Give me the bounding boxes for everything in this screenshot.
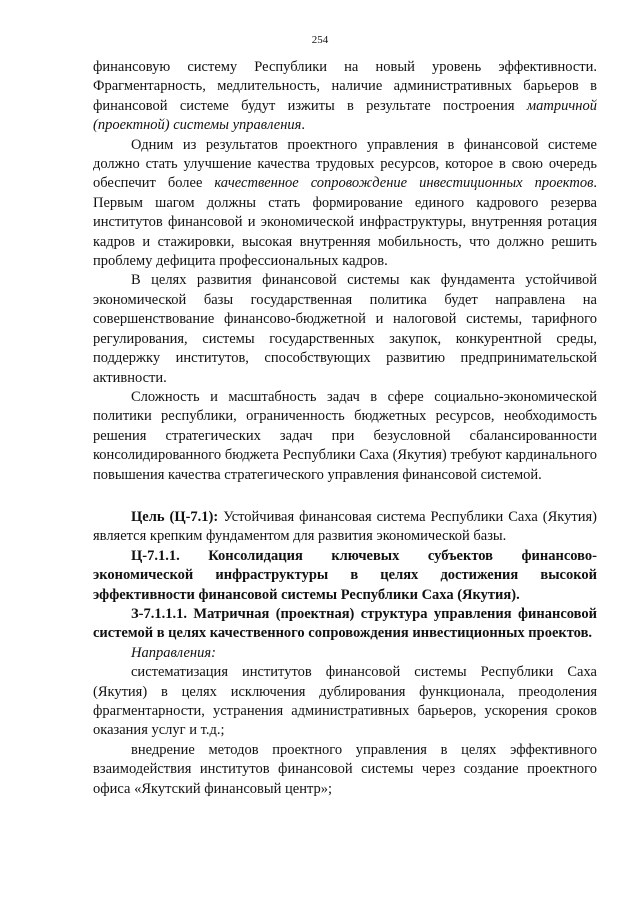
page-body [93,58,597,799]
paragraph-state-policy: В целях развития финансовой системы как фундамента устойчивой экономической базы государственная политика будет направлена на совершенствование финансово-бюджетной и налоговой системы, тарифного регулирования, системы государственных закупок, конкурентной среды, поддержку институтов, способствующих развитию предпринимательской активности. [93,272,597,386]
paragraph-text: . [301,117,305,134]
direction-item: внедрение методов проектного управления в целях эффективного взаимодействия институтов финансовой системы через создание проектного офиса «Якутский финансовый центр»; [93,741,597,797]
paragraph-emphasis: качественное сопровождение инвестиционных проектов [214,175,594,192]
goal-text: Устойчивая финансовая система Республики Саха (Якутия) является крепким фундаментом для развития экономической базы. [93,508,597,545]
task-statement: З-7.1.1.1. Матричная (проектная) структура управления финансовой системой в целях качественного сопровождения инвестиционных проектов. [93,605,597,642]
goal-label: Цель (Ц-7.1): [131,508,219,525]
page-number: 254 [311,34,329,46]
goal-statement [93,508,597,547]
paragraph-text: Одним из результатов проектного управления в финансовой системе должно стать улучшение качества трудовых ресурсов, которое в свою очередь обеспечит более [93,136,597,192]
paragraph-human-resources [93,136,597,272]
direction-item: систематизация институтов финансовой системы Республики Саха (Якутия) в целях исключения дублирования функционала, преодоления фрагментарности, устранения административных барьеров, ускорения сроков оказания услуг и т.д.; [93,664,597,739]
paragraph-financial-system [93,58,597,136]
target-statement: Ц-7.1.1. Консолидация ключевых субъектов финансово-экономической инфраструктуры в целях достижения высокой эффективности финансовой системы Республики Саха (Якутия). [93,547,597,603]
paragraph-complexity: Сложность и масштабность задач в сфере социально-экономической политики республики, ограниченность бюджетных ресурсов, необходимость решения стратегических задач при безусловной сбалансированности консолидированного бюджета Республики Саха (Якутия) требуют кардинального повышения качества стратегического управления финансовой системой. [93,388,597,483]
paragraph-text: . Первым шагом должны стать формирование единого кадрового резерва институтов финансовой и экономической инфраструктуры, внутренняя ротация кадров и стажировки, высокая внутренняя мобильность, что должно решить проблему дефицита профессиональных кадров. [93,175,597,270]
paragraph-text: финансовую систему Республики на новый уровень эффективности. Фрагментарность, медлительность, наличие административных барьеров в финансовой системе будут изжиты в результате построения [93,59,597,114]
paragraph-emphasis: матричной (проектной) системы управления [93,97,597,134]
directions-label: Направления: [131,644,216,661]
